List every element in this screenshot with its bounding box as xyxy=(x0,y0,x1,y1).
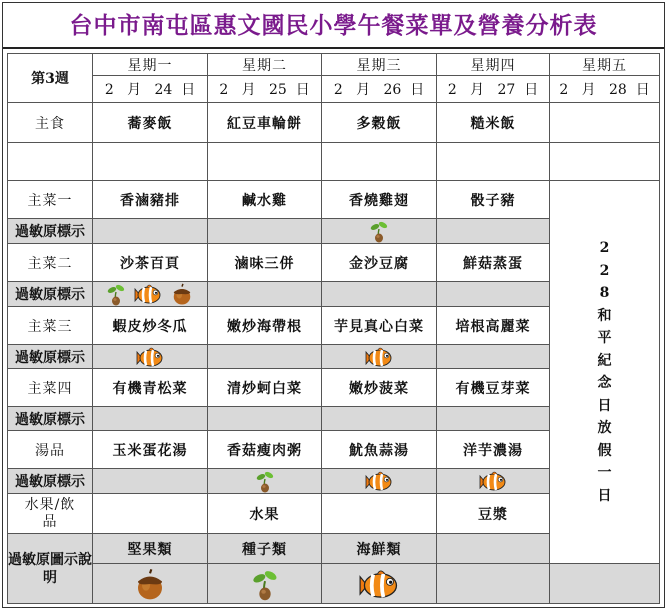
row-label-soup: 湯品 xyxy=(8,431,93,469)
seedling-icon xyxy=(252,567,278,601)
date-row xyxy=(8,76,660,103)
menu-table xyxy=(7,53,660,604)
dish-main3-thu: 培根高麗菜 xyxy=(437,307,550,345)
dish-main2-wed: 金沙豆腐 xyxy=(322,244,437,282)
day-name-mon: 星期一 xyxy=(93,54,208,76)
acorn-icon xyxy=(133,568,167,600)
row-label-main2: 主菜二 xyxy=(8,244,93,282)
date-mon: 2 月 24 日 xyxy=(93,76,208,103)
day-name-tue: 星期二 xyxy=(208,54,322,76)
clownfish-icon xyxy=(478,470,508,492)
legend-item-seafood: 海鮮類 xyxy=(322,534,437,564)
allergen-label: 過敏原標示 xyxy=(8,407,93,431)
blank-row xyxy=(8,143,660,181)
acorn-icon xyxy=(171,283,193,305)
date-tue: 2 月 25 日 xyxy=(208,76,322,103)
legend-icon-row xyxy=(8,564,660,604)
dish-soup-wed: 魷魚蒜湯 xyxy=(322,431,437,469)
page-title: 台中市南屯區惠文國民小學午餐菜單及營養分析表 xyxy=(3,3,664,49)
main1-row xyxy=(8,181,660,219)
dish-staple-mon: 蕎麥飯 xyxy=(93,103,208,143)
legend-item-nuts: 堅果類 xyxy=(93,534,208,564)
clownfish-icon xyxy=(364,346,394,368)
dish-main1-wed: 香燒雞翅 xyxy=(322,181,437,219)
dish-fruit-tue: 水果 xyxy=(208,494,322,534)
allergen-label: 過敏原標示 xyxy=(8,345,93,369)
dish-main3-mon: 蝦皮炒冬瓜 xyxy=(93,307,208,345)
date-wed: 2 月 26 日 xyxy=(322,76,437,103)
empty-cell xyxy=(550,103,660,143)
dish-fruit-mon xyxy=(93,494,208,534)
day-name-thu: 星期四 xyxy=(437,54,550,76)
dish-main4-wed: 嫩炒菠菜 xyxy=(322,369,437,407)
week-label: 第3週 xyxy=(8,54,93,103)
day-name-fri: 星期五 xyxy=(550,54,660,76)
allergen-label: 過敏原標示 xyxy=(8,219,93,244)
dish-soup-tue: 香菇瘦肉粥 xyxy=(208,431,322,469)
dish-main4-thu: 有機豆芽菜 xyxy=(437,369,550,407)
dish-fruit-thu: 豆漿 xyxy=(437,494,550,534)
clownfish-icon xyxy=(135,346,165,368)
clownfish-icon xyxy=(133,283,163,305)
dish-staple-tue: 紅豆車輪餅 xyxy=(208,103,322,143)
day-name-wed: 星期三 xyxy=(322,54,437,76)
dish-soup-thu: 洋芋濃湯 xyxy=(437,431,550,469)
dish-main4-tue: 清炒蚵白菜 xyxy=(208,369,322,407)
seedling-icon xyxy=(256,469,274,493)
dish-main1-tue: 鹹水雞 xyxy=(208,181,322,219)
allergen-label: 過敏原標示 xyxy=(8,282,93,307)
staple-row xyxy=(8,103,660,143)
dish-main1-thu: 骰子豬 xyxy=(437,181,550,219)
clownfish-icon xyxy=(364,470,394,492)
row-label-main1: 主菜一 xyxy=(8,181,93,219)
row-label-fruit: 水果/飲 品 xyxy=(8,494,93,534)
allergen-label: 過敏原標示 xyxy=(8,469,93,494)
dish-main2-tue: 滷味三併 xyxy=(208,244,322,282)
legend-label: 過敏原圖示說明 xyxy=(8,534,93,604)
dish-main2-mon: 沙茶百頁 xyxy=(93,244,208,282)
row-label-staple: 主食 xyxy=(8,103,93,143)
clownfish-icon xyxy=(356,568,402,600)
seedling-icon xyxy=(370,219,388,243)
date-fri: 2 月 28 日 xyxy=(550,76,660,103)
dish-soup-mon: 玉米蛋花湯 xyxy=(93,431,208,469)
holiday-notice: 228和平紀念日放假一日 xyxy=(550,181,660,564)
legend-item-seeds: 種子類 xyxy=(208,534,322,564)
date-thu: 2 月 27 日 xyxy=(437,76,550,103)
menu-sheet xyxy=(2,2,665,608)
row-label-main4: 主菜四 xyxy=(8,369,93,407)
row-label-main3: 主菜三 xyxy=(8,307,93,345)
dish-main4-mon: 有機青松菜 xyxy=(93,369,208,407)
seedling-icon xyxy=(107,282,125,306)
dish-fruit-wed xyxy=(322,494,437,534)
dish-main3-wed: 芋見真心白菜 xyxy=(322,307,437,345)
dish-staple-wed: 多穀飯 xyxy=(322,103,437,143)
dish-main3-tue: 嫩炒海帶根 xyxy=(208,307,322,345)
dish-main2-thu: 鮮菇蒸蛋 xyxy=(437,244,550,282)
dish-staple-thu: 糙米飯 xyxy=(437,103,550,143)
dish-main1-mon: 香滷豬排 xyxy=(93,181,208,219)
